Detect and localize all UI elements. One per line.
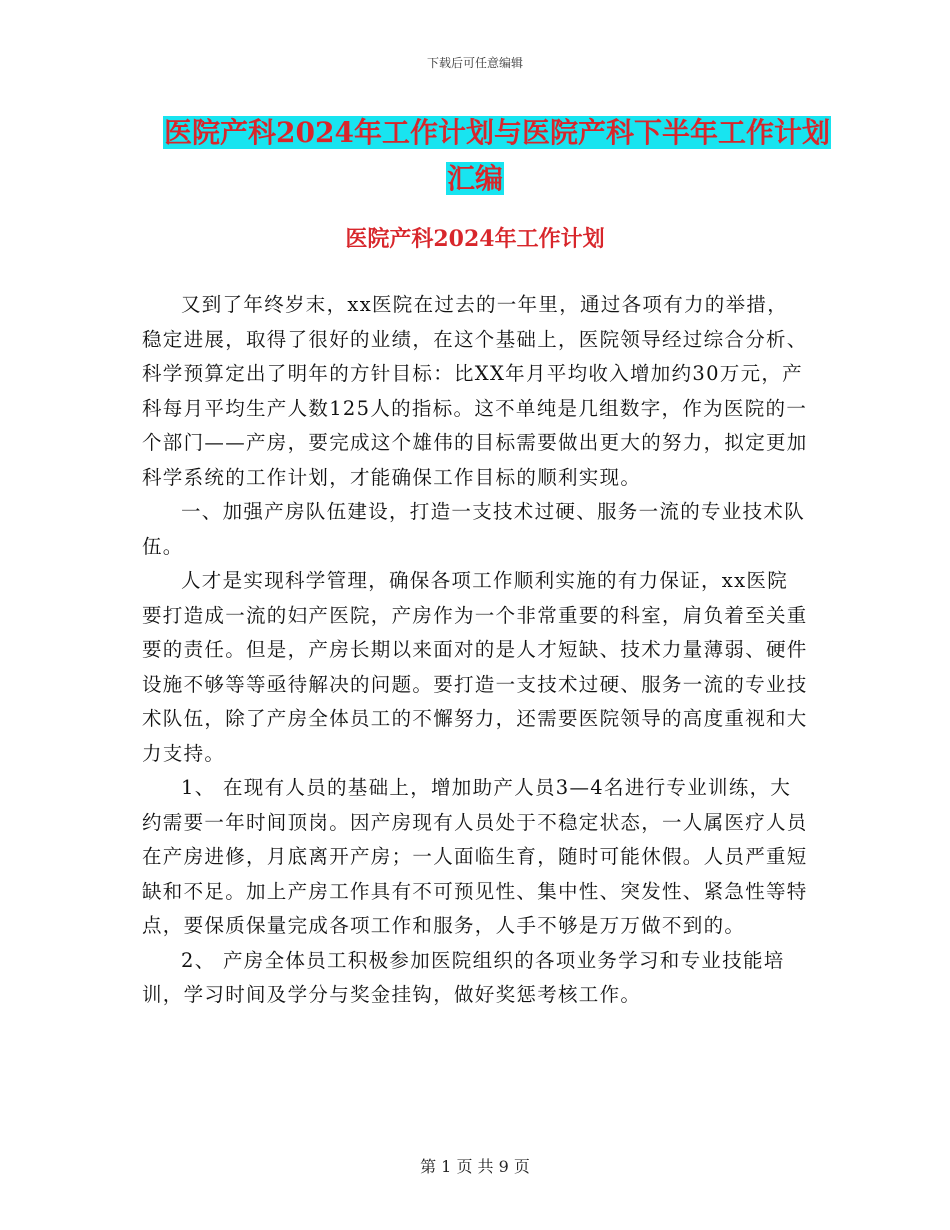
document-title xyxy=(0,110,950,202)
section-title: 医院产科2024年工作计划 xyxy=(345,226,605,252)
document-title-line1: 医院产科2024年工作计划与医院产科下半年工作计划 xyxy=(164,116,830,149)
paragraph-heading-1: 一、加强产房队伍建设，打造一支技术过硬、服务一流的专业技术队伍。 xyxy=(142,500,806,558)
header-note: 下载后可任意编辑 xyxy=(426,56,523,70)
page-footer: 第 1 页 共 9 页 xyxy=(420,1157,530,1176)
document-title-line2: 汇编 xyxy=(446,162,503,195)
body-text xyxy=(142,288,808,1013)
paragraph-item-1: 1、 在现有人员的基础上，增加助产人员3—4名进行专业训练，大约需要一年时间顶岗。因产房现有人员处于不稳定状态，一人属医疗人员在产房进修，月底离开产房；一人面临生育，随时可能休假。人员严重短缺和不足。加上产房工作具有不可预见性、集中性、突发性、紧急性等特点，要保质保量完成各项工作和服务，人手不够是万万做不到的。 xyxy=(142,776,808,937)
paragraph-intro: 又到了年终岁末，xx医院在过去的一年里，通过各项有力的举措，稳定进展，取得了很好的业绩，在这个基础上，医院领导经过综合分析、科学预算定出了明年的方针目标：比XX年月平均收入增加约30万元，产科每月平均生产人数125人的指标。这不单纯是几组数字，作为医院的一个部门——产房，要完成这个雄伟的目标需要做出更大的努力，拟定更加科学系统的工作计划，才能确保工作目标的顺利实现。 xyxy=(142,293,808,489)
paragraph-talent: 人才是实现科学管理，确保各项工作顺利实施的有力保证，xx医院要打造成一流的妇产医院，产房作为一个非常重要的科室，肩负着至关重要的责任。但是，产房长期以来面对的是人才短缺、技术力量薄弱、硬件设施不够等等亟待解决的问题。要打造一支技术过硬、服务一流的专业技术队伍，除了产房全体员工的不懈努力，还需要医院领导的高度重视和大力支持。 xyxy=(142,569,808,765)
paragraph-item-2: 2、 产房全体员工积极参加医院组织的各项业务学习和专业技能培训，学习时间及学分与奖金挂钩，做好奖惩考核工作。 xyxy=(142,948,785,1006)
